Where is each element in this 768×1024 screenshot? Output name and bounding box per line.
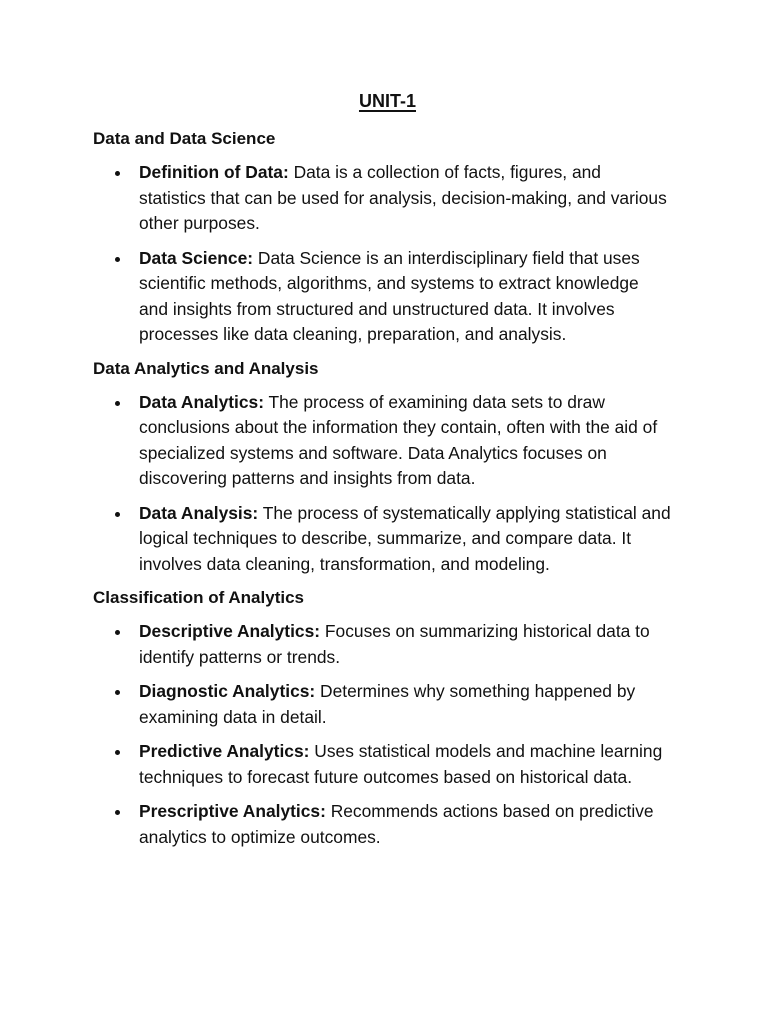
bullet-list (93, 390, 672, 578)
item-text: The process of examining data sets to draw conclusions about the information they contain, often with the aid of specialized systems and software. Data Analytics focuses on discovering patterns and insights from data. (139, 391, 658, 488)
item-term: Diagnostic Analytics: (139, 681, 316, 701)
list-item (93, 799, 672, 850)
section-heading: Data and Data Science (93, 129, 276, 148)
bullet-list (93, 619, 672, 850)
list-item (93, 501, 672, 578)
item-term: Data Analysis: (139, 502, 259, 523)
section-data-and-data-science (93, 128, 672, 348)
item-text: Recommends actions based on predictive analytics to optimize outcomes. (139, 801, 654, 847)
item-text: Data Science is an interdisciplinary field that uses scientific methods, algorithms, and systems to extract knowledge and insights from structured and unstructured data. It involves processes like data cleaning, preparation, and analysis. (139, 247, 640, 344)
item-text: Determines why something happened by examining data in detail. (139, 681, 636, 727)
list-item (93, 390, 672, 492)
section-heading: Data Analytics and Analysis (93, 358, 319, 378)
item-term: Predictive Analytics: (139, 741, 310, 761)
bullet-list (93, 160, 672, 348)
section-classification-of-analytics (93, 587, 672, 850)
list-item (93, 619, 672, 670)
bullet-icon (115, 401, 120, 406)
list-item (93, 160, 672, 237)
list-item (93, 679, 672, 730)
item-text: The process of systematically applying statistical and logical techniques to describe, summarize, and compare data. It involves data cleaning, transformation, and modeling. (139, 502, 671, 574)
item-term: Data Science: (139, 247, 254, 268)
bullet-icon (115, 512, 120, 517)
bullet-icon (115, 810, 120, 815)
section-heading: Classification of Analytics (93, 588, 304, 607)
item-text: Data is a collection of facts, figures, and statistics that can be used for analysis, decision-making, and various other purposes. (139, 162, 667, 233)
bullet-icon (115, 257, 120, 262)
item-text: Uses statistical models and machine learning techniques to forecast future outcomes based on historical data. (139, 741, 663, 787)
item-term: Data Analytics: (139, 391, 264, 412)
bullet-icon (115, 750, 120, 755)
item-term: Definition of Data: (139, 162, 289, 182)
bullet-icon (115, 690, 120, 695)
bullet-icon (115, 630, 120, 635)
item-term: Prescriptive Analytics: (139, 801, 326, 821)
item-text: Focuses on summarizing historical data to identify patterns or trends. (139, 621, 650, 667)
list-item (93, 246, 672, 348)
bullet-icon (115, 171, 120, 176)
item-term: Descriptive Analytics: (139, 621, 321, 641)
document-title: UNIT-1 (358, 91, 416, 111)
list-item (93, 739, 672, 790)
section-data-analytics-and-analysis (93, 358, 672, 578)
